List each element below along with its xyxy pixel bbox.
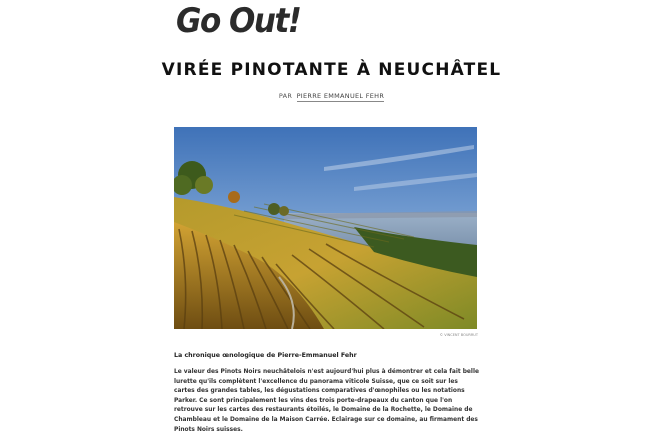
photo-credit: © VINCENT BOURRUT: [439, 333, 478, 337]
article-subhead: La chronique œnologique de Pierre-Emmanuel Fehr: [174, 352, 357, 359]
article-title: VIRÉE PINOTANTE À NEUCHÂTEL: [161, 60, 502, 80]
article-byline: [0, 92, 663, 100]
site-logo[interactable]: Go Out!: [176, 2, 301, 41]
author-link[interactable]: PIERRE EMMANUEL FEHR: [296, 92, 385, 100]
byline-prefix: PAR: [278, 92, 293, 100]
article-body: Le valeur des Pinots Noirs neuchâtelois n'est aujourd'hui plus à démontrer et cela fait belle lurette qu'ils complètent l'excellence du panorama viticole Suisse, que ce soit sur les cartes des grandes tables, les dégustations comparatives d'œnophiles ou les notations Parker. Ce sont principalement les vins des trois porte-drapeaux du canton que l'on retrouve sur les cartes des restaurants étoilés, le Domaine de la Rochette, le Domaine de Chambleau et le Domaine de la Maison Carrée. Eclairage sur ce domaine, au firmament des Pinots Noirs suisses.: [174, 369, 479, 433]
vineyard-photo: [174, 127, 477, 329]
